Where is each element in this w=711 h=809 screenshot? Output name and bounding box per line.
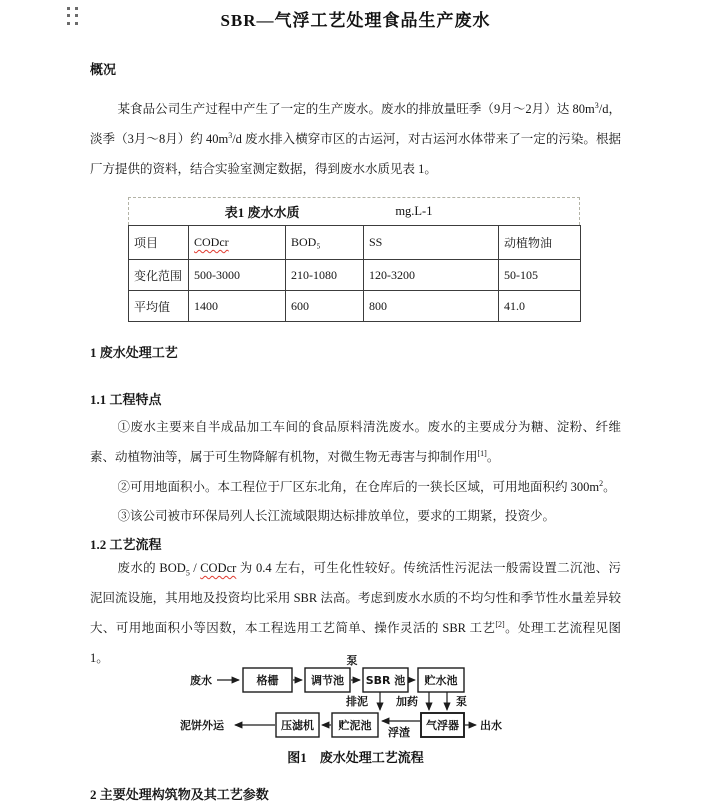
table-cell: SS xyxy=(364,226,499,260)
codcr-label: CODcr xyxy=(194,235,229,249)
table1-container xyxy=(128,197,580,322)
paragraph-feature3: ③该公司被市环保局列人长江流域限期达标排放单位，要求的工期紧，投资少。 xyxy=(117,509,556,523)
scum-label: 浮渣 xyxy=(388,726,410,739)
effluent-label: 出水 xyxy=(480,719,502,732)
heading-section2: 2 主要处理构筑物及其工艺参数 xyxy=(90,787,269,802)
node-sludge-storage: 贮泥池 xyxy=(338,719,372,732)
node-sbr: SBR 池 xyxy=(365,674,406,687)
node-water-storage: 贮水池 xyxy=(424,674,458,687)
table-cell: 1400 xyxy=(189,291,286,322)
table-cell: 800 xyxy=(364,291,499,322)
document-title: SBR—气浮工艺处理食品生产废水 xyxy=(220,11,491,30)
table-cell: 项目 xyxy=(129,226,189,260)
paragraph-feature2: ②可用地面积小。本工程位于厂区东北角，在仓库后的一狭长区域，可用地面积约 $300m^2$。 xyxy=(117,478,616,494)
pump-label-top: 泵 xyxy=(346,655,358,667)
table-cell: 600 xyxy=(286,291,364,322)
table-row xyxy=(129,291,581,322)
process-flow-diagram xyxy=(0,655,711,747)
figure1-caption: 图1 废水处理工艺流程 xyxy=(287,750,424,765)
node-equalization: 调节池 xyxy=(311,674,344,687)
table-cell: 变化范围 xyxy=(129,260,189,291)
table1-unit: mg.L-1 xyxy=(395,204,433,218)
table-cell: 210-1080 xyxy=(286,260,364,291)
table-cell: 500-3000 xyxy=(189,260,286,291)
table-cell: 平均值 xyxy=(129,291,189,322)
influent-label: 废水 xyxy=(190,674,212,687)
sludge-discharge-label: 排泥 xyxy=(346,695,368,708)
table-cell xyxy=(189,226,286,260)
table-cell: 50-105 xyxy=(499,260,581,291)
paragraph-intro: 某食品公司生产过程中产生了一定的生产废水。废水的排放量旺季（9月～2月）达 $80m^3/d$，淡季（3月～8月）约 $40m^3/d$ 废水排入横穿市区的古运河，对古运河水体带来了一定的污染。根据厂方提供的资料，结合实验室测定数据，得到废水水质见表 1。 xyxy=(90,100,621,176)
pump-label-right: 泵 xyxy=(456,695,467,708)
table-cell: 41.0 xyxy=(499,291,581,322)
heading-section1-1: 1.1 工程特点 xyxy=(90,392,162,407)
table-cell: 120-3200 xyxy=(364,260,499,291)
table1-caption-row xyxy=(128,197,580,225)
table-row xyxy=(129,260,581,291)
table1-title: 表1 废水水质 xyxy=(224,205,300,220)
node-filter-press: 压滤机 xyxy=(281,719,314,732)
paragraph-flow: 废水的 $BOD_5$ / CODcr 为 0.4 左右，可生化性较好。传统活性污泥法一般需设置二沉池、污泥回流设施，其用地及投资均比采用 SBR 法高。考虑到废水水质的不均匀性和季节性水量差异较大、可用地面积小等因数，本工程选用工艺简单、操作灵活的 SBR 工艺[2]。处理工艺流程见图 1。 xyxy=(90,561,621,665)
sludge-cake-label: 泥饼外运 xyxy=(180,719,224,732)
table-cell: BOD₅ xyxy=(286,226,364,260)
table-row xyxy=(129,226,581,260)
heading-section1-2: 1.2 工艺流程 xyxy=(90,537,162,552)
node-screen: 格栅 xyxy=(256,674,279,687)
water-quality-table xyxy=(128,225,581,322)
heading-overview: 概况 xyxy=(90,62,117,77)
dosing-label: 加药 xyxy=(396,695,418,708)
heading-section1: 1 废水处理工艺 xyxy=(90,345,178,360)
paragraph-feature1: ①废水主要来自半成品加工车间的食品原料清洗废水。废水的主要成分为糖、淀粉、纤维素、动植物油等，属于可生物降解有机物，对微生物无毒害与抑制作用[1]。 xyxy=(90,420,621,464)
table-cell: 动植物油 xyxy=(499,226,581,260)
node-flotation: 气浮器 xyxy=(426,719,459,732)
